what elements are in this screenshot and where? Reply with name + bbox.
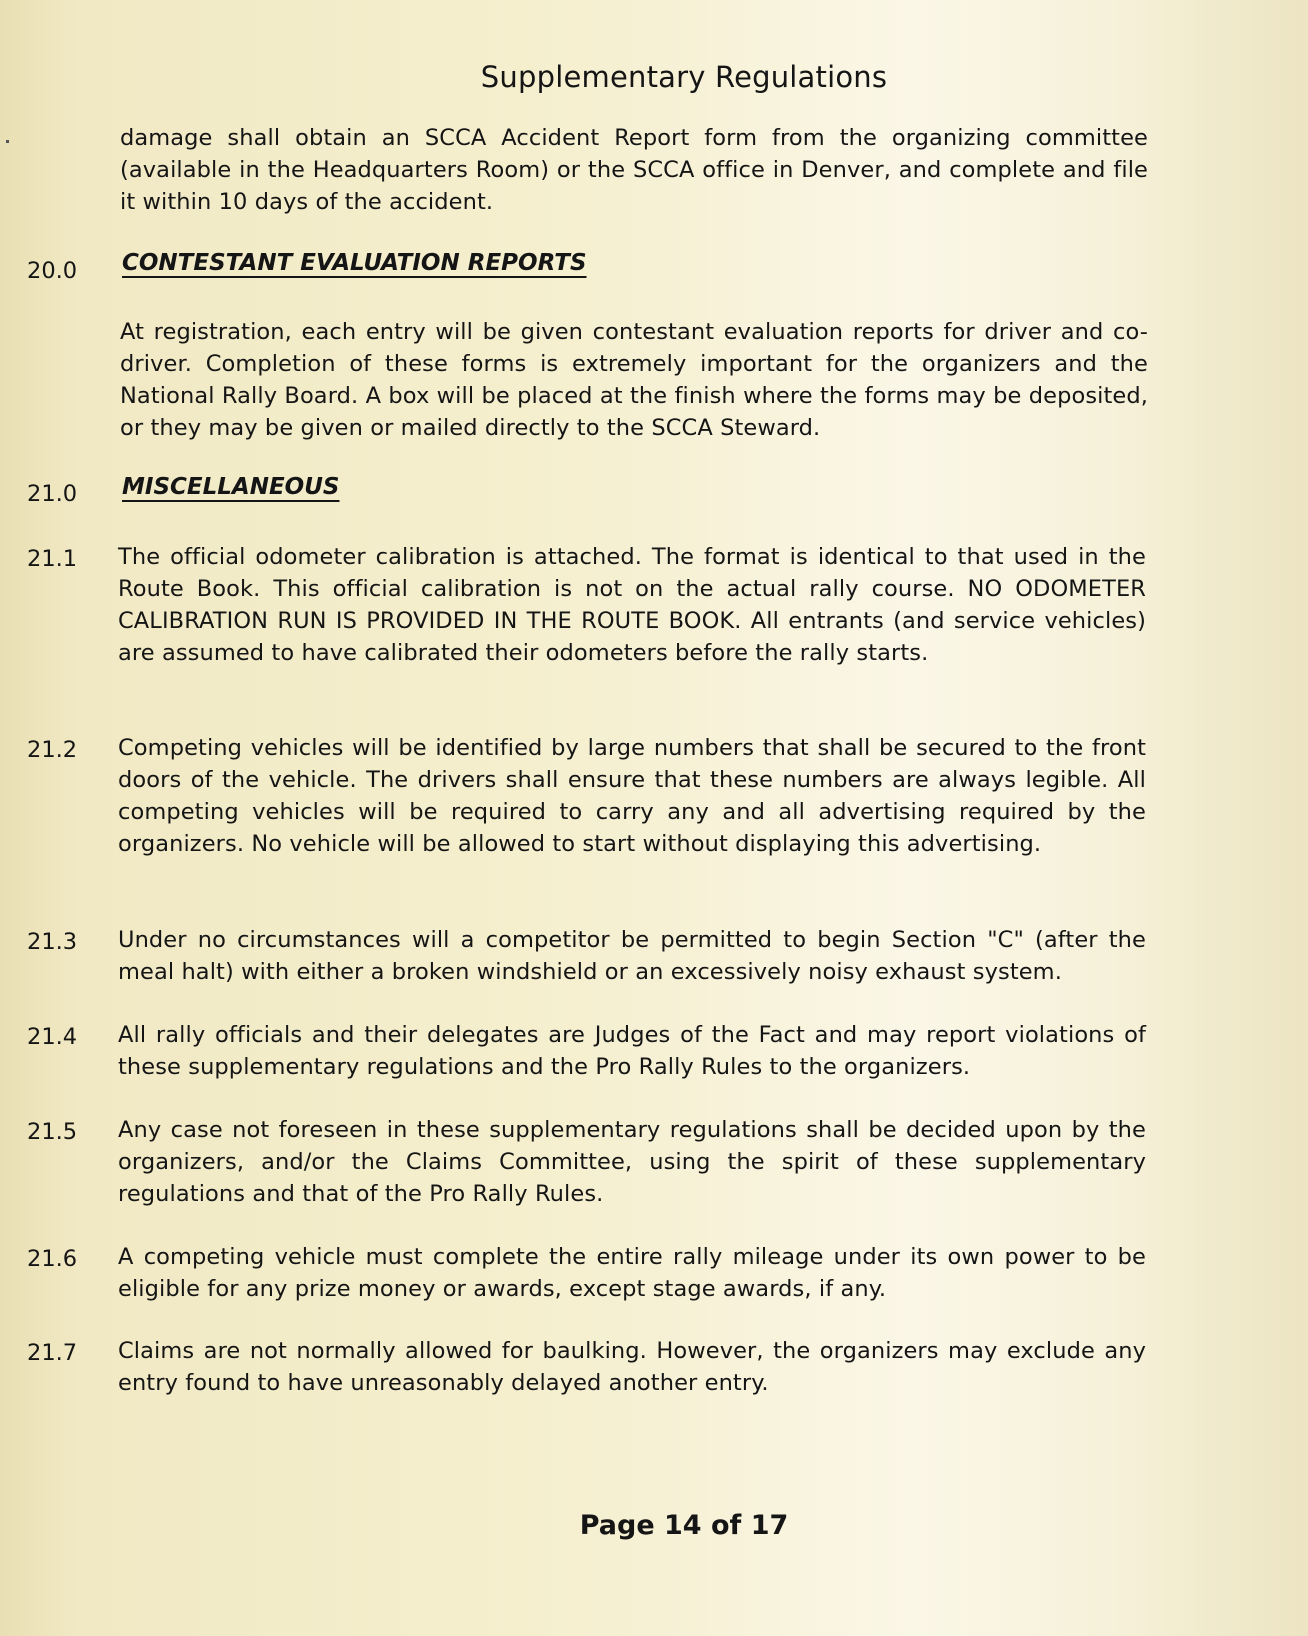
item-21-6-text: A competing vehicle must complete the entire rally mileage under its own power to be eligible for any prize money or awards, except stage awards, if any. xyxy=(118,1244,1146,1302)
item-number-21-7: 21.7 xyxy=(27,1340,78,1366)
item-number-21-6: 21.6 xyxy=(27,1246,78,1272)
item-number-21-1: 21.1 xyxy=(27,546,78,572)
item-number-21-4: 21.4 xyxy=(27,1024,78,1050)
item-number-21-5: 21.5 xyxy=(27,1119,78,1145)
item-21-7-text: Claims are not normally allowed for baulking. However, the organizers may exclude any entry found to have unreasonably delayed another entry. xyxy=(118,1338,1146,1396)
scan-speck xyxy=(6,140,9,143)
item-21-3-text: Under no circumstances will a competitor be permitted to begin Section "C" (after the meal halt) with either a broken windshield or an excessively noisy exhaust system. xyxy=(118,927,1146,985)
item-number-21-3: 21.3 xyxy=(27,929,78,955)
intro-paragraph: damage shall obtain an SCCA Accident Report form from the organizing committee (available in the Headquarters Room) or the SCCA office in Denver, and complete and file it within 10 days of the accident. xyxy=(120,125,1148,215)
item-21-2-text: Competing vehicles will be identified by large numbers that shall be secured to the front doors of the vehicle. The drivers shall ensure that these numbers are always legible. All competing vehicles will be required to carry any and all advertising required by the organizers. No vehicle will be allowed to start without displaying this advertising. xyxy=(118,735,1146,857)
page-title: Supplementary Regulations xyxy=(480,60,888,94)
section-number-20: 20.0 xyxy=(27,258,78,284)
section-heading-miscellaneous: MISCELLANEOUS xyxy=(122,474,340,500)
section-number-21: 21.0 xyxy=(27,481,78,507)
item-number-21-2: 21.2 xyxy=(27,737,78,763)
section-20-paragraph: At registration, each entry will be given contestant evaluation reports for driver and co-driver. Completion of these forms is extremely important for the organizers and the National Rally Board. A box will be placed at the finish where the forms may be deposited, or they may be given or mailed directly to the SCCA Steward. xyxy=(120,319,1148,441)
item-21-5-text: Any case not foreseen in these supplementary regulations shall be decided upon by the organizers, and/or the Claims Committee, using the spirit of these supplementary regulations and that of the Pro Rally Rules. xyxy=(118,1117,1146,1207)
page-footer: Page 14 of 17 xyxy=(579,1510,789,1541)
item-21-1-text: The official odometer calibration is attached. The format is identical to that used in the Route Book. This official calibration is not on the actual rally course. NO ODOMETER CALIBRATION RUN IS PROVIDED IN THE ROUTE BOOK. All entrants (and service vehicles) are assumed to have calibrated their odometers before the rally starts. xyxy=(118,544,1146,666)
section-heading-contestant-evaluation: CONTESTANT EVALUATION REPORTS xyxy=(122,250,587,276)
item-21-4-text: All rally officials and their delegates are Judges of the Fact and may report violations of these supplementary regulations and the Pro Rally Rules to the organizers. xyxy=(118,1022,1146,1080)
